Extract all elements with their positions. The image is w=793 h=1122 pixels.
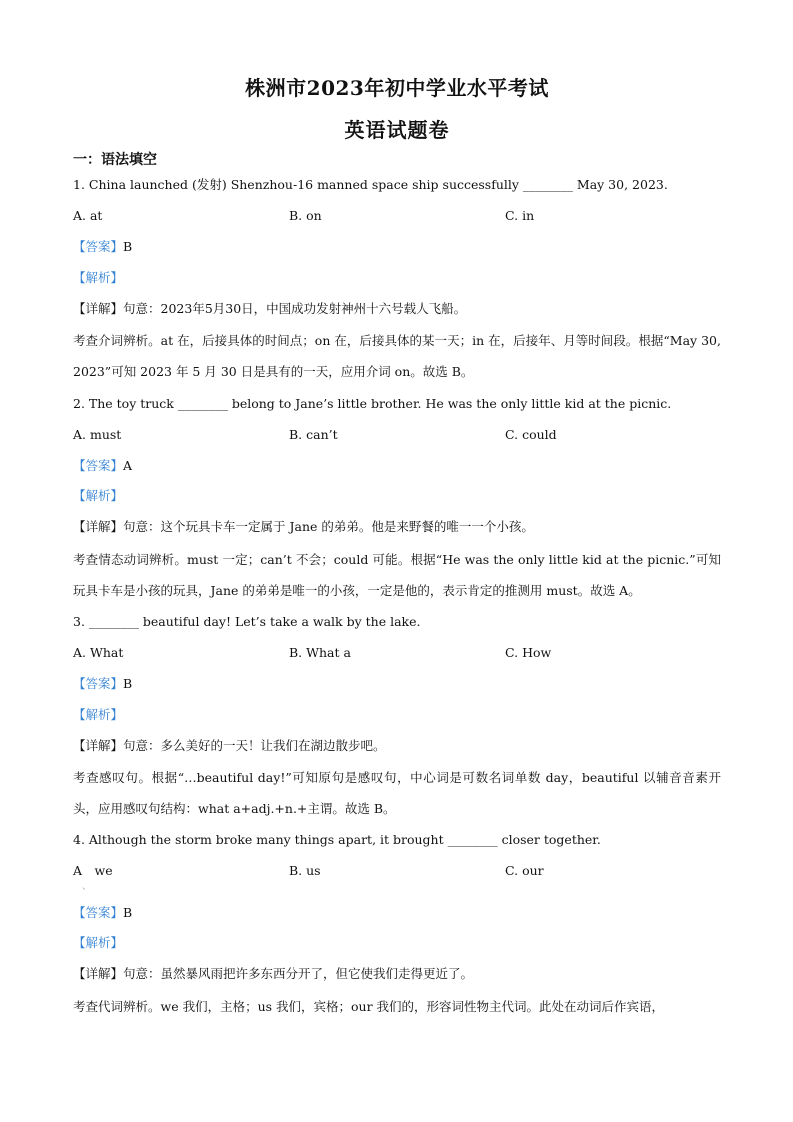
question-3-detail (73, 737, 386, 755)
question-2-option-c: C. could (505, 427, 557, 442)
question-4-detail (73, 965, 473, 983)
question-4-option-a: A we (73, 863, 113, 878)
question-2-analysis-label: 【解析】 (73, 488, 124, 503)
question-4-option-b: B. us (289, 863, 321, 878)
question-1-analysis-label: 【解析】 (73, 270, 124, 285)
answer-label: 【答案】 (73, 239, 124, 254)
answer-value: B (123, 676, 133, 691)
question-2-detail (73, 518, 534, 536)
question-2-explanation: 考查情态动词辨析。must 一定；can’t 不会；could 可能。根据“He was the only little kid at the picnic.”可知玩具卡车是小孩的玩具，Jane 的弟弟是唯一的小孩，一定是他的，表示肯定的推测用 must。故选 A。 (73, 552, 721, 598)
question-3-option-c: C. How (505, 645, 552, 660)
detail-label: 【详解】 (73, 738, 124, 753)
answer-value: B (123, 905, 133, 920)
question-1-explanation: 考查介词辨析。at 在，后接具体的时间点；on 在，后接具体的某一天；in 在，后接年、月等时间段。根据“May 30, 2023”可知 2023 年 5 月 30 日是具有的一天，应用介词 on。故选 B。 (73, 333, 721, 379)
detail-label: 【详解】 (73, 301, 124, 316)
exam-title: 株洲市2023年初中学业水平考试 (245, 76, 549, 100)
answer-value: B (123, 239, 133, 254)
question-1-option-c: C. in (505, 208, 535, 223)
question-1-answer (73, 238, 132, 256)
detail-text: 句意：虽然暴风雨把许多东西分开了，但它使我们走得更近了。 (123, 966, 474, 981)
question-4-answer (73, 904, 132, 922)
section-heading: 一：语法填空 (73, 152, 157, 168)
detail-text: 句意：多么美好的一天！让我们在湖边散步吧。 (123, 738, 386, 753)
detail-label: 【详解】 (73, 519, 124, 534)
question-2-stem: 2. The toy truck ________ belong to Jane’s little brother. He was the only little kid at the picnic. (73, 396, 672, 411)
detail-text: 句意：2023年5月30日，中国成功发射神州十六号载人飞船。 (123, 301, 467, 316)
question-1-option-a: A. at (73, 208, 103, 223)
question-2-option-a: A. must (73, 427, 122, 442)
question-4-stem: 4. Although the storm broke many things apart, it brought ________ closer together. (73, 832, 601, 847)
stray-mark: 、 (82, 882, 92, 892)
answer-label: 【答案】 (73, 458, 124, 473)
question-1-stem: 1. China launched (发射) Shenzhou-16 manned space ship successfully ________ May 30, 2023. (73, 177, 668, 192)
answer-label: 【答案】 (73, 676, 124, 691)
answer-label: 【答案】 (73, 905, 124, 920)
question-4-analysis-label: 【解析】 (73, 935, 124, 950)
question-2-option-b: B. can’t (289, 427, 338, 442)
question-3-option-b: B. What a (289, 645, 351, 660)
detail-text: 句意：这个玩具卡车一定属于 Jane 的弟弟。他是来野餐的唯一一个小孩。 (123, 519, 534, 534)
exam-subtitle: 英语试题卷 (344, 118, 450, 142)
answer-value: A (123, 458, 133, 473)
question-4-option-c: C. our (505, 863, 544, 878)
question-3-stem: 3. ________ beautiful day! Let’s take a walk by the lake. (73, 614, 421, 629)
question-2-answer (73, 457, 132, 475)
question-4-explanation: 考查代词辨析。we 我们，主格；us 我们，宾格；our 我们的，形容词性物主代词。此处在动词后作宾语， (73, 999, 665, 1014)
question-3-option-a: A. What (73, 645, 124, 660)
question-3-answer (73, 675, 132, 693)
question-1-option-b: B. on (289, 208, 322, 223)
question-3-analysis-label: 【解析】 (73, 707, 124, 722)
detail-label: 【详解】 (73, 966, 124, 981)
question-1-detail (73, 300, 466, 318)
question-3-explanation: 考查感叹句。根据“…beautiful day!”可知原句是感叹句，中心词是可数名词单数 day，beautiful 以辅音音素开头，应用感叹句结构：what a+adj.+n.+主谓。故选 B。 (73, 770, 721, 816)
